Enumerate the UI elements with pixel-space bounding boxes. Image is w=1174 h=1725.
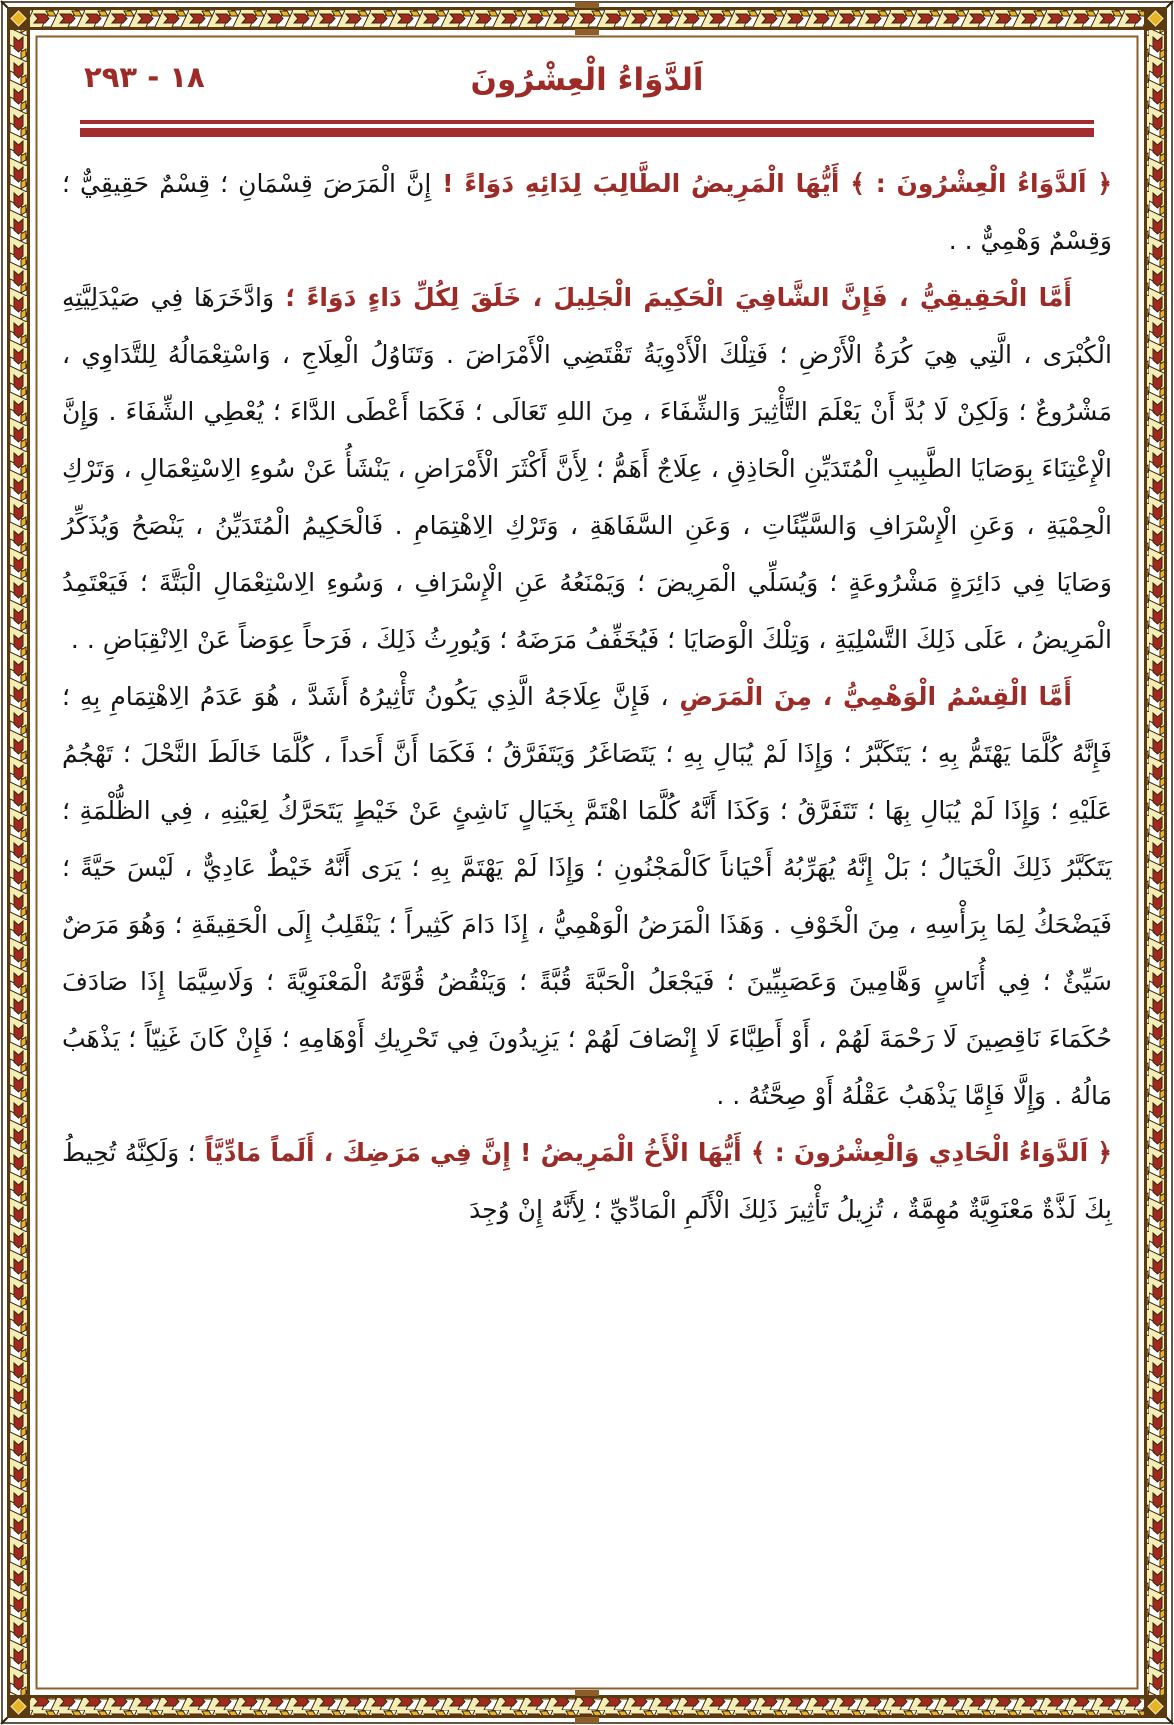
- paragraph-1-text: إِنَّ الْمَرَضَ قِسْمَانِ ؛ قِسْمٌ حَقِيقِيٌّ ؛ وَقِسْمٌ وَهْمِيٌّ . .: [62, 169, 1112, 255]
- paragraph-2-heading: أَمَّا الْحَقِيقِيُّ ، فَإِنَّ الشَّافِيَ الْحَكِيمَ الْجَلِيلَ ، خَلَقَ لِكُلِّ دَاءٍ دَوَاءً ؛: [274, 283, 1072, 312]
- paragraph-3: [62, 668, 1112, 1124]
- paragraph-2-text: وَادَّخَرَهَا فِي صَيْدَلِيَّتِهِ الْكُبْرَى ، الَّتِي هِيَ كُرَةُ الْأَرْضِ ؛ فَتِلْكَ الْأَدْوِيَةُ تَقْتَضِي الْأَمْرَاضَ . وَتَنَاوُلُ الْعِلَاجِ ، وَاسْتِعْمَالُهُ لِلتَّدَاوِي ، مَشْرُوعٌ ؛ وَلَكِنْ لَا بُدَّ أَنْ يَعْلَمَ التَّأْثِيرَ وَالشِّفَاءَ ، مِنَ اللهِ تَعَالَى ؛ فَكَمَا أَعْطَى الدَّاءَ ؛ يُعْطِي الشِّفَاءَ . وَإِنَّ الْإِعْتِنَاءَ بِوَصَايَا الطَّبِيبِ الْمُتَدَيِّنِ الْحَاذِقِ ، عِلَاجٌ أَهَمُّ ؛ لِأَنَّ أَكْثَرَ الْأَمْرَاضِ ، يَنْشَأُ عَنْ سُوءِ الِاسْتِعْمَالِ ، وَتَرْكِ الْحِمْيَةِ ، وَعَنِ الْإِسْرَافِ وَالسَّيِّئَاتِ ، وَعَنِ السَّفَاهَةِ ، وَتَرْكِ الِاهْتِمَامِ . فَالْحَكِيمُ الْمُتَدَيِّنُ ، يَنْصَحُ وَيُذَكِّرُ وَصَايَا فِي دَائِرَةٍ مَشْرُوعَةٍ ؛ وَيُسَلِّي الْمَرِيضَ ؛ وَيَمْنَعُهُ عَنِ الْإِسْرَافِ ، وَسُوءِ الِاسْتِعْمَالِ الْبَتَّةَ ؛ فَيَعْتَمِدُ الْمَرِيضُ ، عَلَى ذَلِكَ التَّسْلِيَةِ ، وَتِلْكَ الْوَصَايَا ؛ فَيُخَفِّفُ مَرَضَهُ ؛ وَيُورِثُ ذَلِكَ ، فَرَحاً عِوَضاً عَنْ الِانْقِبَاضِ . .: [62, 283, 1112, 654]
- body-text: [62, 155, 1112, 1238]
- paragraph-1-heading: ﴿ اَلدَّوَاءُ الْعِشْرُونَ : ﴾ أَيُّهَا الْمَرِيضُ الطَّالِبَ لِدَائِهِ دَوَاءً !: [431, 169, 1113, 198]
- paragraph-4-text: ؛ وَلَكِنَّهُ تُحِيطُ بِكَ لَذَّةٌ مَعْنَوِيَّةٌ مُهِمَّةٌ ، تُزِيلُ تَأْثِيرَ ذَلِكَ الْأَلَمِ الْمَادِّيِّ ؛ لِأَنَّهُ إِنْ وُجِدَ: [62, 1138, 1112, 1224]
- paragraph-2: [62, 269, 1112, 668]
- page-title: اَلدَّوَاءُ الْعِشْرُونَ: [470, 62, 704, 98]
- paragraph-1: [62, 155, 1112, 269]
- title-divider: [80, 120, 1094, 137]
- paragraph-3-text: ، فَإِنَّ عِلَاجَهُ الَّذِي يَكُونُ تَأْثِيرُهُ أَشَدَّ ، هُوَ عَدَمُ الِاهْتِمَامِ بِهِ ؛ فَإِنَّهُ كُلَّمَا يَهْتَمُّ بِهِ ؛ يَتَكَبَّرُ ؛ وَإِذَا لَمْ يُبَالِ بِهِ ؛ يَتَصَاغَرُ وَيَتَفَرَّقُ ؛ فَكَمَا أَنَّ أَحَداً ، كُلَّمَا خَالَطَ النَّحْلَ ؛ تَهْجُمُ عَلَيْهِ ؛ وَإِذَا لَمْ يُبَالِ بِهَا ؛ تَتَفَرَّقُ ؛ وَكَذَا أَنَّهُ كُلَّمَا اهْتَمَّ بِخَيَالٍ نَاشِئٍ عَنْ خَيْطٍ يَتَحَرَّكُ لِعَيْنِهِ ، فِي الظُّلْمَةِ ؛ يَتَكَبَّرُ ذَلِكَ الْخَيَالُ ؛ بَلْ إِنَّهُ يُهَرِّبُهُ أَحْيَاناً كَالْمَجْنُونِ ؛ وَإِذَا لَمْ يَهْتَمَّ بِهِ ؛ يَرَى أَنَّهُ خَيْطٌ عَادِيٌّ ، لَيْسَ حَيَّةً ؛ فَيَضْحَكُ لِمَا بِرَأْسِهِ ، مِنَ الْخَوْفِ . وَهَذَا الْمَرَضُ الْوَهْمِيُّ ، إِذَا دَامَ كَثِيراً ؛ يَنْقَلِبُ إِلَى الْحَقِيقَةِ ؛ وَهُوَ مَرَضٌ سَيِّئٌ ؛ فِي أُنَاسٍ وَهَّامِينَ وَعَصَبِيِّينَ ؛ فَيَجْعَلُ الْحَبَّةَ قُبَّةً ؛ وَيَنْقُضُ قُوَّتَهُ الْمَعْنَوِيَّةَ ؛ وَلَاسِيَّمَا إِذَا صَادَفَ حُكَمَاءَ نَاقِصِينَ لَا رَحْمَةَ لَهُمْ ، أَوْ أَطِبَّاءَ لَا إِنْصَافَ لَهُمْ ؛ يَزِيدُونَ فِي تَحْرِيكِ أَوْهَامِهِ ؛ فَإِنْ كَانَ غَنِيّاً ؛ يَذْهَبُ مَالُهُ . وَإِلَّا فَإِمَّا يَذْهَبُ عَقْلُهُ أَوْ صِحَّتُهُ . .: [62, 682, 1112, 1110]
- page-number: ١٨ - ٢٩٣: [84, 60, 205, 94]
- paragraph-3-heading: أَمَّا الْقِسْمُ الْوَهْمِيُّ ، مِنَ الْمَرَضِ: [668, 682, 1072, 711]
- paragraph-4-heading: ﴿ اَلدَّوَاءُ الْحَادِي وَالْعِشْرُونَ : ﴾ أَيُّهَا الْأَخُ الْمَرِيضُ ! إِنَّ فِي مَرَضِكَ ، أَلَماً مَادِّيَّاً: [195, 1138, 1112, 1167]
- page-header: [58, 48, 1116, 112]
- paragraph-4: [62, 1124, 1112, 1238]
